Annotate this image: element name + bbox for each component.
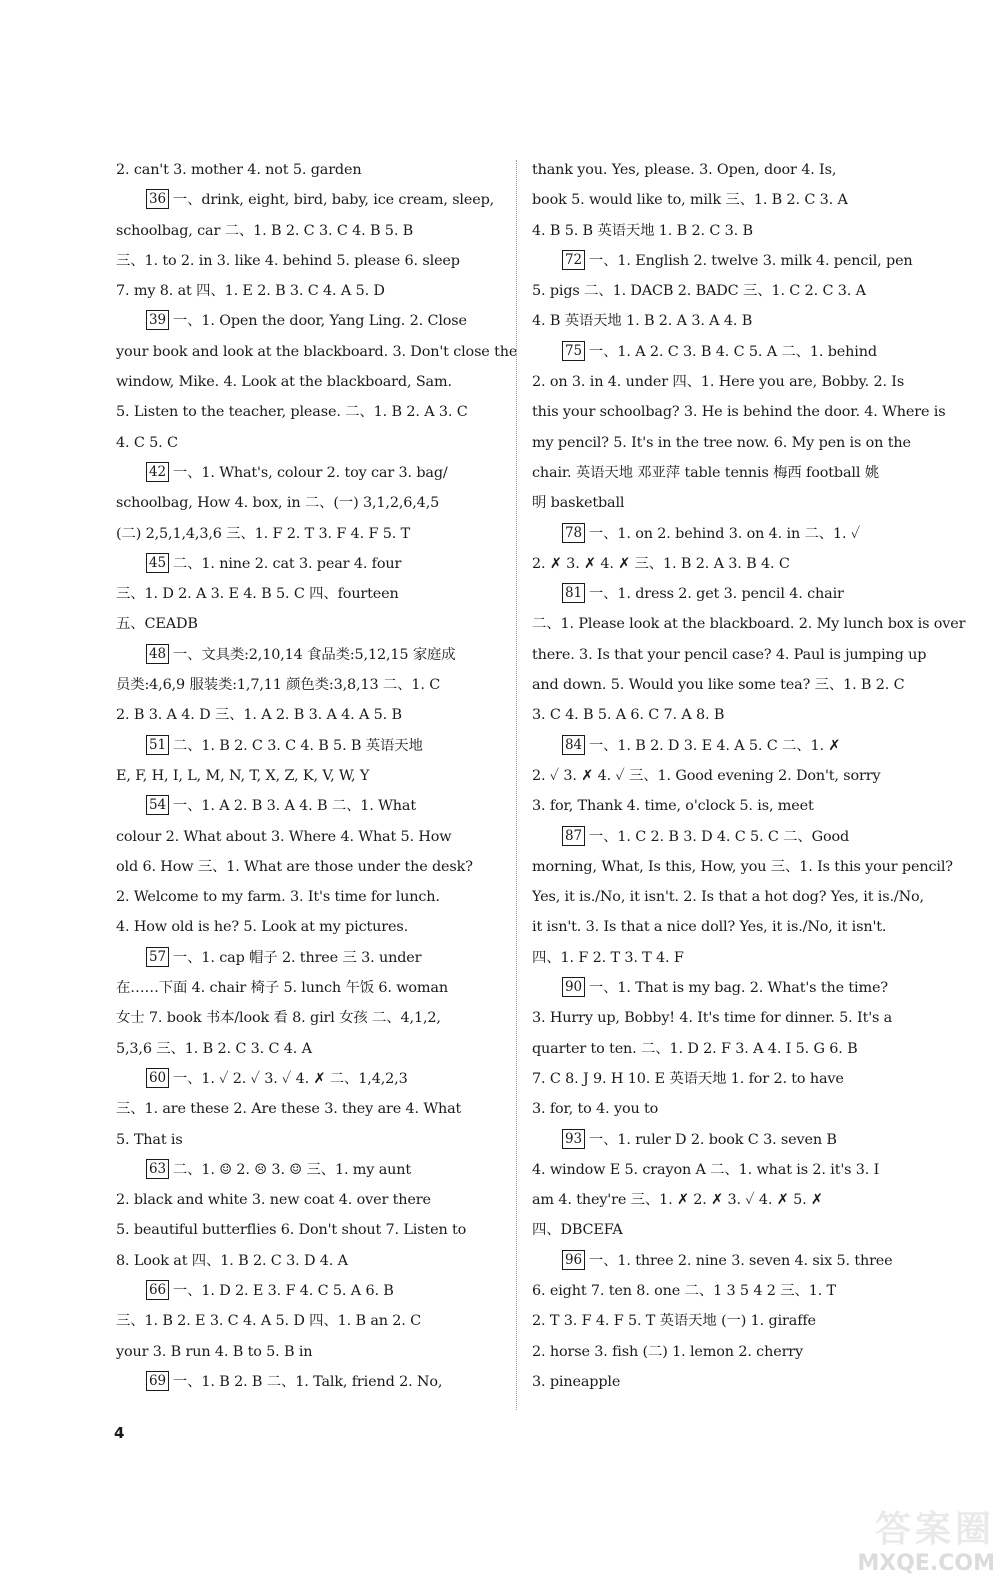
page-ref-box: 72: [562, 250, 585, 270]
answer-line: [532, 912, 922, 942]
answer-line: [532, 670, 922, 700]
answer-block: [116, 185, 501, 306]
answer-text: 一、1. B 2. D 3. E 4. A 5. C 二、1. ✗: [588, 737, 841, 754]
answer-text: 一、1. C 2. B 3. D 4. C 5. C 二、Good: [588, 828, 850, 845]
answer-line: [116, 1034, 501, 1064]
answer-text: 2. black and white 3. new coat 4. over there: [116, 1192, 431, 1209]
answer-text: 五、CEADB: [116, 616, 198, 633]
answer-line: [116, 337, 518, 367]
answer-block: [532, 731, 922, 822]
answer-line: [532, 1337, 922, 1367]
answer-text: am 4. they're 三、1. ✗ 2. ✗ 3. ✓ 4. ✗ 5. ✗: [532, 1192, 823, 1209]
answer-text: 二、1. Please look at the blackboard. 2. My lunch box is over: [532, 616, 966, 633]
answer-text: there. 3. Is that your pencil case? 4. Paul is jumping up: [532, 646, 927, 663]
answer-block: [532, 1125, 922, 1246]
answer-line: [532, 609, 966, 639]
answer-text: morning, What, Is this, How, you 三、1. Is this your pencil?: [532, 858, 953, 875]
answer-line: [532, 1367, 922, 1397]
answer-text: book 5. would like to, milk 三、1. B 2. C 3. A: [532, 192, 848, 209]
answer-line: [532, 1215, 922, 1245]
answer-line: [532, 761, 922, 791]
answer-line: [116, 822, 501, 852]
answer-text: 5,3,6 三、1. B 2. C 3. C 4. A: [116, 1040, 312, 1057]
answer-line: [532, 943, 922, 973]
answer-line: [532, 276, 922, 306]
answer-text: 一、1. ✓ 2. ✓ 3. ✓ 4. ✗ 二、1,4,2,3: [172, 1070, 408, 1087]
page-ref-box: 66: [146, 1280, 169, 1300]
answer-text: 4. window E 5. crayon A 二、1. what is 2. it's 3. I: [532, 1161, 880, 1178]
answer-text: 一、1. cap 帽子 2. three 三 3. under: [172, 949, 422, 966]
page-ref-box: 48: [146, 644, 169, 664]
answer-line: [532, 246, 922, 276]
answer-text: 3. Hurry up, Bobby! 4. It's time for dinner. 5. It's a: [532, 1010, 893, 1027]
answer-line: [116, 367, 501, 397]
answer-text: 四、DBCEFA: [532, 1222, 623, 1239]
answer-block: [116, 1367, 501, 1397]
answer-line: [532, 367, 922, 397]
page-ref-box: 57: [146, 947, 169, 967]
answer-line: [116, 1276, 501, 1306]
answer-line: [116, 1064, 501, 1094]
page-ref-box: 42: [146, 462, 169, 482]
answer-text: 三、1. B 2. E 3. C 4. A 5. D 四、1. B an 2. C: [116, 1313, 422, 1330]
answer-line: [116, 306, 501, 336]
answer-line: [532, 1034, 922, 1064]
answer-line: [532, 488, 922, 518]
answer-text: Yes, it is./No, it isn't. 2. Is that a hot dog? Yes, it is./No,: [532, 889, 924, 906]
answer-block: [532, 246, 922, 337]
answer-text: 三、1. to 2. in 3. like 4. behind 5. please 6. sleep: [116, 252, 460, 269]
answer-line: [532, 822, 922, 852]
answer-text: 3. for, Thank 4. time, o'clock 5. is, meet: [532, 798, 814, 815]
answer-line: [532, 428, 922, 458]
left-column: [116, 155, 518, 1397]
answer-text: 三、1. are these 2. Are these 3. they are 4. What: [116, 1101, 462, 1118]
answer-block: [532, 579, 966, 730]
answer-line: [116, 246, 501, 276]
answer-line: [532, 791, 922, 821]
answer-line: [532, 549, 922, 579]
answer-line: [116, 1094, 501, 1124]
answer-line: [532, 1276, 922, 1306]
answer-text: 5. beautiful butterflies 6. Don't shout 7. Listen to: [116, 1222, 467, 1239]
answer-line: [532, 700, 922, 730]
answer-text: 一、1. on 2. behind 3. on 4. in 二、1. ✓: [588, 525, 860, 542]
answer-text: 二、1. B 2. C 3. C 4. B 5. B 英语天地: [172, 737, 423, 754]
answer-block: [116, 306, 518, 457]
answer-text: 四、1. F 2. T 3. T 4. F: [532, 949, 684, 966]
right-column: [532, 155, 966, 1397]
answer-line: [116, 276, 501, 306]
answer-text: 7. C 8. J 9. H 10. E 英语天地 1. for 2. to have: [532, 1070, 844, 1087]
answer-line: [116, 943, 501, 973]
watermark-title: 答案圈: [874, 1509, 995, 1550]
answer-line: [116, 852, 501, 882]
page-ref-box: 90: [562, 977, 585, 997]
page-ref-box: 69: [146, 1371, 169, 1391]
answer-block: [116, 549, 501, 640]
answer-line: [116, 1246, 501, 1276]
answer-line: [532, 1306, 922, 1336]
answer-block: [532, 337, 946, 519]
answer-text: 4. C 5. C: [116, 434, 178, 451]
answer-text: and down. 5. Would you like some tea? 三、1. B 2. C: [532, 677, 905, 694]
answer-line: [532, 519, 922, 549]
answer-text: 2. ✗ 3. ✗ 4. ✗ 三、1. B 2. A 3. B 4. C: [532, 555, 790, 572]
answer-text: 一、1. What's, colour 2. toy car 3. bag/: [172, 464, 448, 481]
answer-line: [116, 549, 501, 579]
answer-block: [116, 458, 501, 549]
page-ref-box: 51: [146, 735, 169, 755]
answer-block: [532, 1246, 922, 1397]
answer-line: [116, 609, 501, 639]
answer-block: [116, 640, 501, 731]
answer-block: [116, 791, 501, 942]
page-ref-box: 84: [562, 735, 585, 755]
answer-text: 员类:4,6,9 服装类:1,7,11 颜色类:3,8,13 二、1. C: [116, 677, 441, 694]
page-ref-box: 78: [562, 523, 585, 543]
answer-line: [116, 519, 501, 549]
answer-line: [116, 216, 501, 246]
answer-line: [532, 337, 922, 367]
page-ref-box: 60: [146, 1068, 169, 1088]
answer-text: 一、1. three 2. nine 3. seven 4. six 5. three: [588, 1252, 893, 1269]
answer-line: [116, 912, 501, 942]
answer-text: E, F, H, I, L, M, N, T, X, Z, K, V, W, Y: [116, 767, 370, 784]
answer-text: thank you. Yes, please. 3. Open, door 4. Is,: [532, 162, 837, 178]
watermark-url: MXQE.COM: [857, 1551, 995, 1576]
answer-block: [116, 1276, 501, 1367]
answer-line: [532, 1094, 922, 1124]
answer-block: [116, 1155, 501, 1276]
answer-block: [532, 155, 922, 246]
answer-text: schoolbag, car 二、1. B 2. C 3. C 4. B 5. B: [116, 222, 414, 239]
answer-block: [532, 973, 922, 1124]
answer-line: [532, 973, 922, 1003]
answer-text: it isn't. 3. Is that a nice doll? Yes, it is./No, it isn't.: [532, 919, 887, 936]
answer-text: 4. How old is he? 5. Look at my pictures.: [116, 919, 408, 936]
answer-text: 3. for, to 4. you to: [532, 1101, 659, 1118]
answer-line: [116, 1155, 501, 1185]
answer-text: this your schoolbag? 3. He is behind the door. 4. Where is: [532, 404, 946, 421]
answer-line: [116, 1306, 501, 1336]
answer-line: [532, 731, 922, 761]
answer-text: 一、1. ruler D 2. book C 3. seven B: [588, 1131, 837, 1148]
answer-line: [116, 640, 501, 670]
answer-line: [116, 1215, 501, 1245]
page-ref-box: 63: [146, 1159, 169, 1179]
watermark-logo: [790, 1510, 995, 1578]
answer-line: [116, 670, 501, 700]
answer-line: [532, 882, 922, 912]
answer-text: 5. Listen to the teacher, please. 二、1. B 2. A 3. C: [116, 404, 468, 421]
answer-text: 二、1. nine 2. cat 3. pear 4. four: [172, 555, 402, 572]
answer-line: [532, 1185, 922, 1215]
answer-text: quarter to ten. 二、1. D 2. F 3. A 4. I 5. G 6. B: [532, 1040, 858, 1057]
answer-text: 女士 7. book 书本/look 看 8. girl 女孩 二、4,1,2,: [116, 1010, 441, 1027]
answer-text: 一、1. English 2. twelve 3. milk 4. pencil, pen: [588, 252, 913, 269]
answer-text: 一、1. A 2. C 3. B 4. C 5. A 二、1. behind: [588, 343, 877, 360]
answer-text: 明 basketball: [532, 495, 625, 512]
answer-text: 4. B 英语天地 1. B 2. A 3. A 4. B: [532, 313, 753, 330]
answer-text: 5. pigs 二、1. DACB 2. BADC 三、1. C 2. C 3. A: [532, 283, 866, 300]
answer-line: [116, 700, 501, 730]
answer-line: [532, 579, 922, 609]
answer-line: [116, 791, 501, 821]
answer-line: [532, 1246, 922, 1276]
answer-text: 二、1. ☺ 2. ☹ 3. ☺ 三、1. my aunt: [172, 1161, 411, 1178]
page-ref-box: 36: [146, 189, 169, 209]
answer-block: [532, 822, 953, 973]
answer-line: [116, 882, 501, 912]
answer-block: [116, 943, 501, 1064]
answer-text: 一、1. B 2. B 二、1. Talk, friend 2. No,: [172, 1373, 443, 1390]
answer-line: [116, 488, 501, 518]
answer-block: [116, 1064, 501, 1155]
answer-text: colour 2. What about 3. Where 4. What 5. How: [116, 828, 452, 845]
answer-line: [116, 973, 501, 1003]
answer-line: [532, 155, 922, 185]
answer-text: window, Mike. 4. Look at the blackboard, Sam.: [116, 374, 452, 391]
answer-line: [116, 428, 501, 458]
page-ref-box: 39: [146, 310, 169, 330]
answer-block: [116, 731, 501, 792]
answer-text: 3. C 4. B 5. A 6. C 7. A 8. B: [532, 707, 725, 724]
answer-text: 在……下面 4. chair 椅子 5. lunch 午饭 6. woman: [116, 980, 448, 997]
answer-line: [116, 1367, 501, 1397]
page-ref-box: 75: [562, 341, 585, 361]
answer-line: [532, 458, 922, 488]
page-ref-box: 87: [562, 826, 585, 846]
answer-line: [116, 1337, 501, 1367]
page-ref-box: 96: [562, 1250, 585, 1270]
answer-text: 一、1. D 2. E 3. F 4. C 5. A 6. B: [172, 1282, 394, 1299]
page-number: 4: [114, 1424, 125, 1442]
answer-block: [532, 519, 922, 580]
answer-text: old 6. How 三、1. What are those under the desk?: [116, 858, 473, 875]
answer-text: 三、1. D 2. A 3. E 4. B 5. C 四、fourteen: [116, 586, 399, 603]
answer-text: 2. on 3. in 4. under 四、1. Here you are, Bobby. 2. Is: [532, 374, 905, 391]
answer-text: 一、1. That is my bag. 2. What's the time?: [588, 980, 888, 997]
answer-text: 5. That is: [116, 1131, 183, 1148]
answer-block: [116, 155, 501, 185]
answer-text: my pencil? 5. It's in the tree now. 6. My pen is on the: [532, 434, 911, 451]
answer-line: [532, 306, 922, 336]
answer-text: (二) 2,5,1,4,3,6 三、1. F 2. T 3. F 4. F 5. T: [116, 525, 411, 542]
answer-line: [116, 1185, 501, 1215]
answer-line: [532, 185, 922, 215]
answer-text: 7. my 8. at 四、1. E 2. B 3. C 4. A 5. D: [116, 283, 385, 300]
answer-line: [116, 458, 501, 488]
answer-text: 2. horse 3. fish (二) 1. lemon 2. cherry: [532, 1343, 804, 1360]
answer-line: [116, 1125, 501, 1155]
answer-line: [532, 1125, 922, 1155]
answer-text: schoolbag, How 4. box, in 二、(一) 3,1,2,6,4,5: [116, 495, 440, 512]
answer-text: 2. T 3. F 4. F 5. T 英语天地 (一) 1. giraffe: [532, 1313, 816, 1330]
answer-line: [116, 761, 501, 791]
answer-line: [532, 640, 927, 670]
answer-text: chair. 英语天地 邓亚萍 table tennis 梅西 football 姚: [532, 464, 879, 481]
answer-line: [116, 579, 501, 609]
answer-line: [532, 852, 953, 882]
column-divider: [516, 160, 517, 1410]
answer-line: [532, 216, 922, 246]
answer-text: 一、1. dress 2. get 3. pencil 4. chair: [588, 586, 844, 603]
answer-text: 2. B 3. A 4. D 三、1. A 2. B 3. A 4. A 5. B: [116, 707, 402, 724]
answer-text: 一、1. A 2. B 3. A 4. B 二、1. What: [172, 798, 416, 815]
answer-line: [532, 1003, 922, 1033]
answer-text: 2. ✓ 3. ✗ 4. ✓ 三、1. Good evening 2. Don't, sorry: [532, 767, 881, 784]
answer-text: 一、drink, eight, bird, baby, ice cream, sleep,: [172, 192, 495, 209]
answer-text: 2. can't 3. mother 4. not 5. garden: [116, 162, 362, 178]
page-ref-box: 93: [562, 1129, 585, 1149]
answer-text: 3. pineapple: [532, 1373, 621, 1390]
answer-text: your 3. B run 4. B to 5. B in: [116, 1343, 313, 1360]
answer-line: [116, 397, 501, 427]
answer-line: [532, 1155, 922, 1185]
answer-line: [532, 397, 946, 427]
answer-line: [116, 1003, 501, 1033]
page-ref-box: 81: [562, 583, 585, 603]
answer-line: [116, 155, 501, 185]
answer-text: 4. B 5. B 英语天地 1. B 2. C 3. B: [532, 222, 753, 239]
answer-text: 8. Look at 四、1. B 2. C 3. D 4. A: [116, 1252, 348, 1269]
answer-text: 2. Welcome to my farm. 3. It's time for lunch.: [116, 889, 440, 906]
page-ref-box: 54: [146, 795, 169, 815]
answer-text: your book and look at the blackboard. 3. Don't close the: [116, 343, 518, 360]
answer-line: [116, 731, 501, 761]
answer-text: 一、文具类:2,10,14 食品类:5,12,15 家庭成: [172, 646, 456, 663]
page-ref-box: 45: [146, 553, 169, 573]
answer-text: 一、1. Open the door, Yang Ling. 2. Close: [172, 313, 467, 330]
answer-line: [532, 1064, 922, 1094]
answer-text: 6. eight 7. ten 8. one 二、1 3 5 4 2 三、1. T: [532, 1282, 837, 1299]
answer-line: [116, 185, 501, 215]
